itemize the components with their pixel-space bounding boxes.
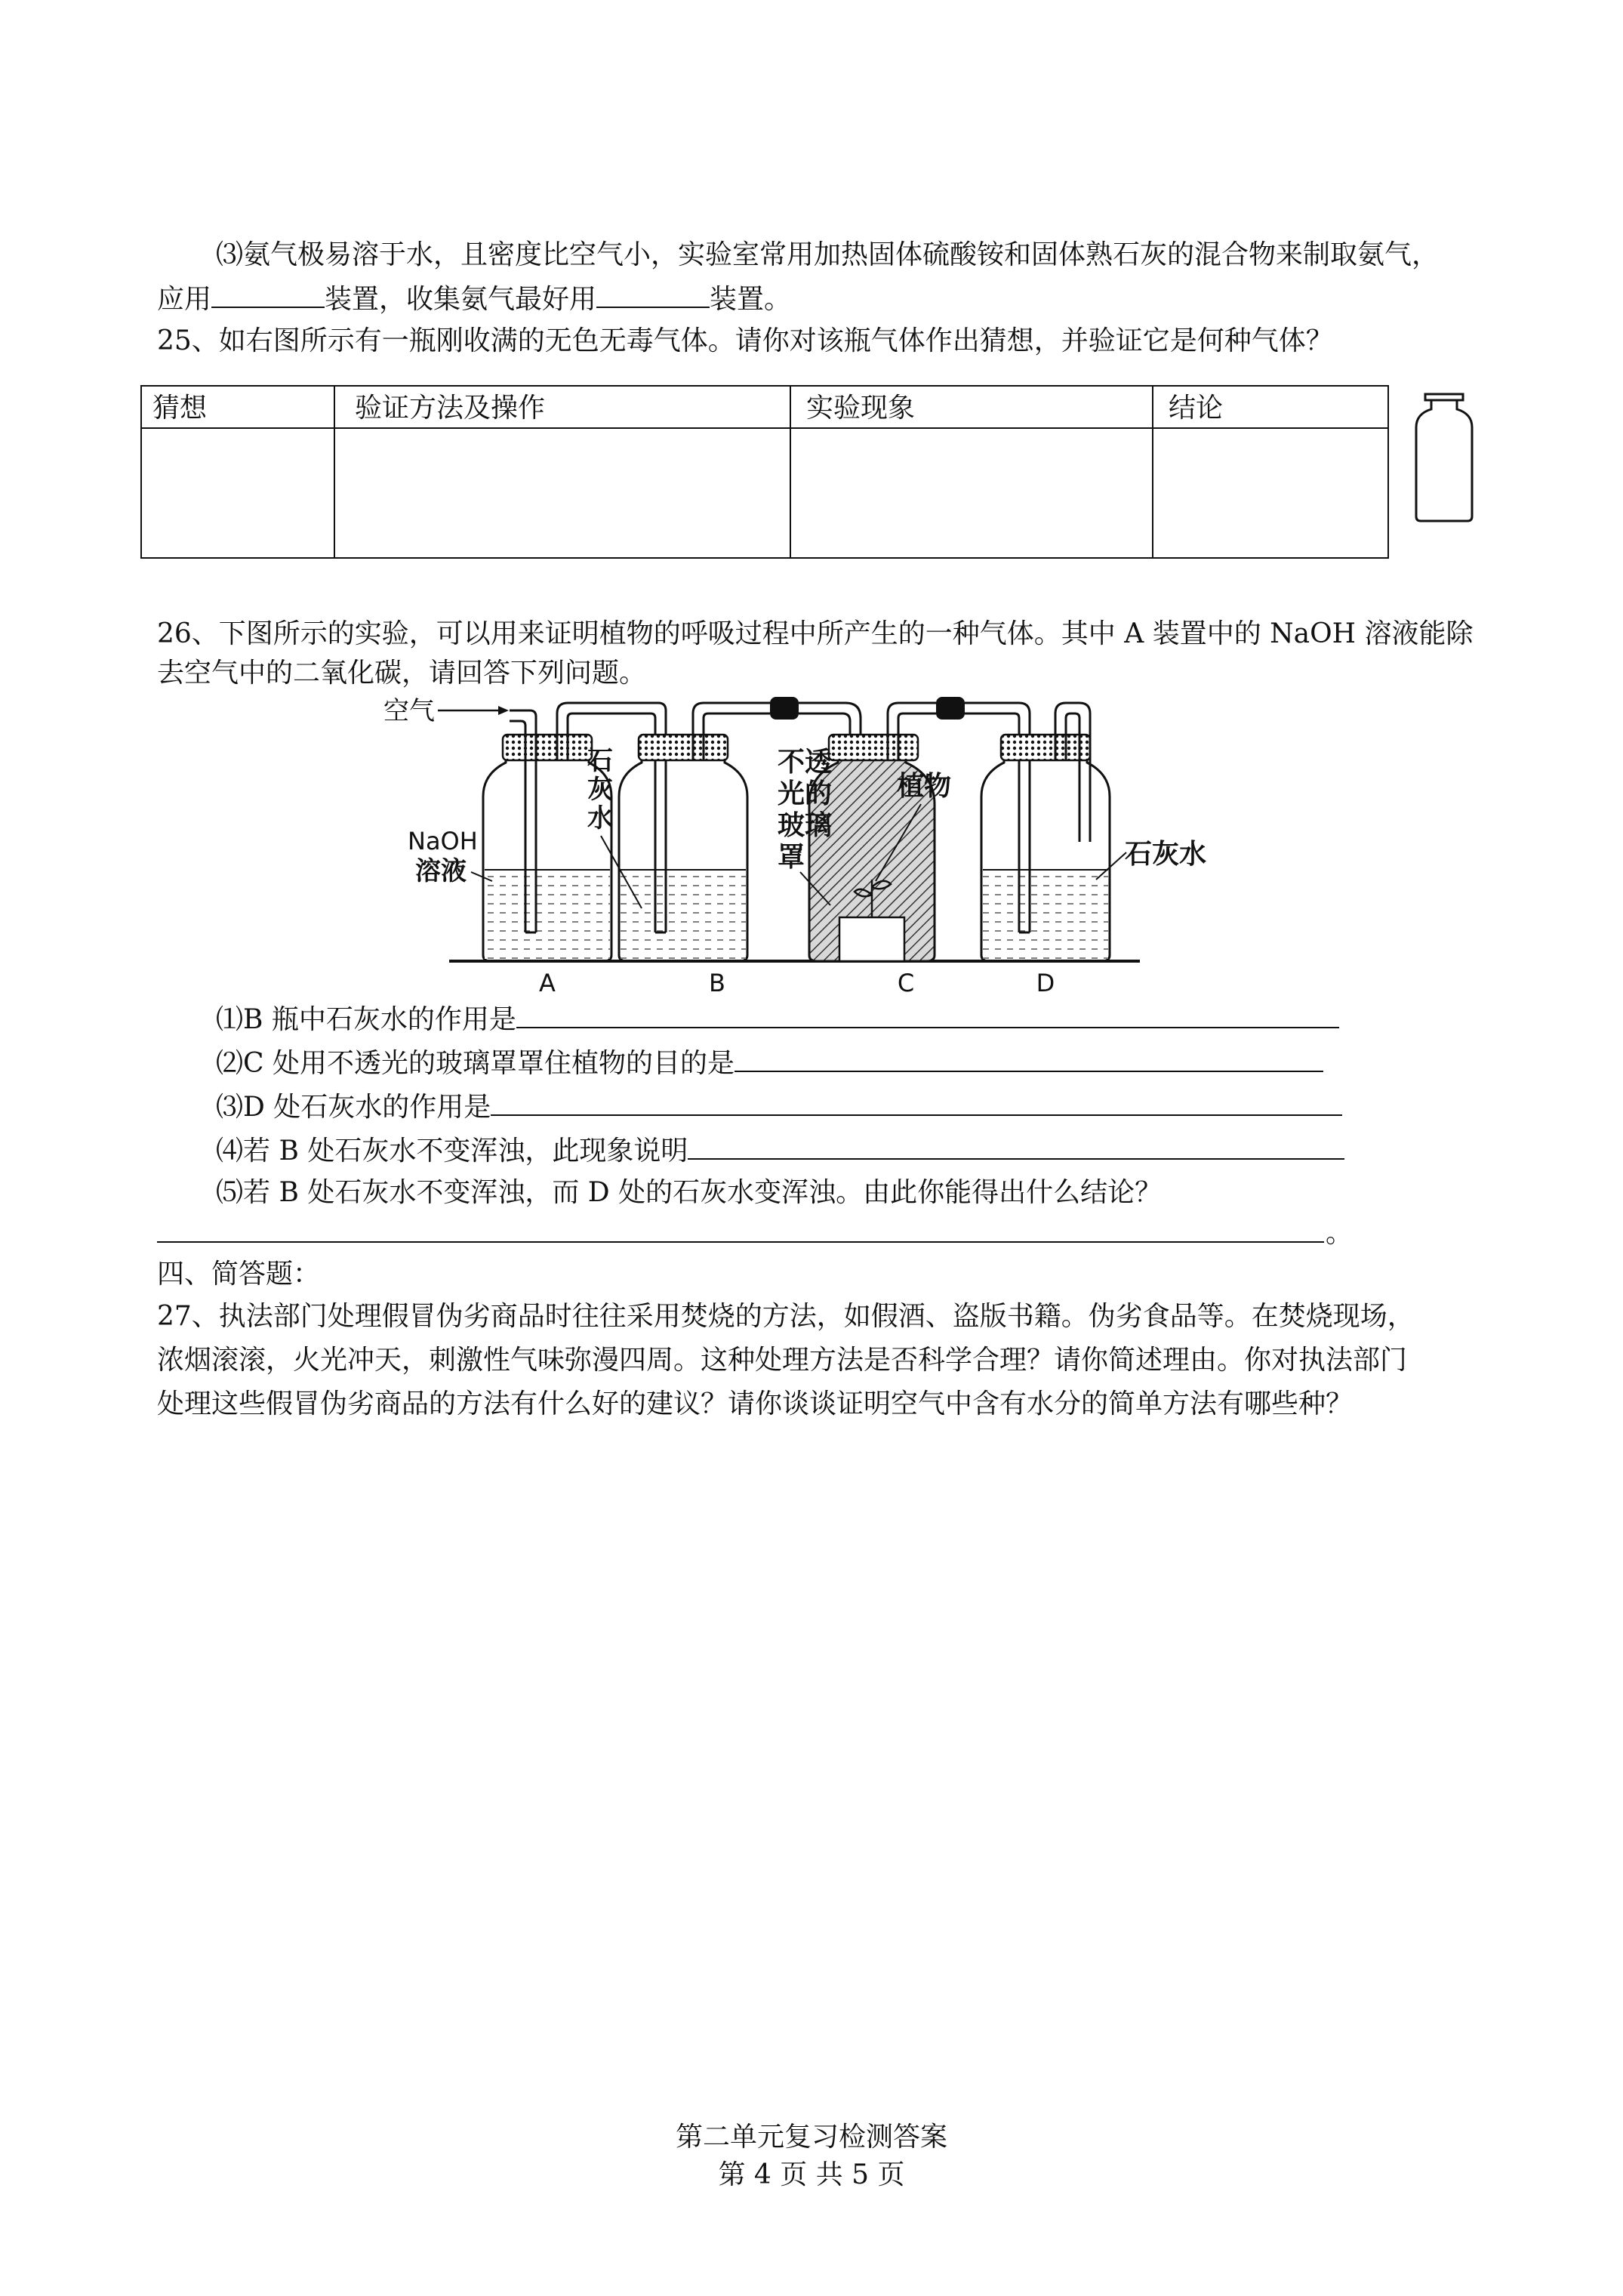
answer-blank[interactable] — [735, 1045, 1323, 1072]
cover-label-3: 玻璃 — [778, 810, 833, 841]
table-header-phenomenon: 实验现象 — [790, 386, 1153, 428]
section4-heading: 四、简答题： — [157, 1259, 321, 1290]
answer-blank[interactable] — [157, 1241, 1324, 1243]
table-cell-method[interactable] — [334, 428, 790, 558]
bottle-label-c: C — [897, 969, 915, 993]
table-cell-phenomenon[interactable] — [790, 428, 1153, 558]
q24-3-part2: 装置，收集氨气最好用 — [325, 284, 597, 315]
solution-label: 溶液 — [415, 856, 467, 886]
q25-question: 25、如右图所示有一瓶刚收满的无色无毒气体。请你对该瓶气体作出猜想，并验证它是何种气体？ — [157, 325, 1333, 356]
naoh-label: NaOH — [408, 827, 478, 855]
bottle-label-b: B — [709, 969, 725, 993]
q26-sub5: ⑸若 B 处石灰水不变浑浊，而 D 处的石灰水变浑浊。由此你能得出什么结论？ — [216, 1177, 1163, 1208]
answer-blank[interactable] — [491, 1089, 1342, 1116]
q26-sub3-text: ⑶D 处石灰水的作用是 — [216, 1092, 491, 1123]
bottle-b — [619, 703, 770, 961]
q27-line2: 浓烟滚滚，火光冲天，刺激性气味弥漫四周。这种处理方法是否科学合理？请你简述理由。你对执法部门 — [157, 1345, 1408, 1376]
air-label: 空气 — [383, 696, 435, 726]
footer-title: 第二单元复习检测答案 — [675, 2122, 947, 2153]
q26-sub3 — [216, 1089, 1342, 1124]
table-header-method: 验证方法及操作 — [334, 386, 790, 428]
q26-sub4-text: ⑷若 B 处石灰水不变浑浊，此现象说明 — [216, 1136, 688, 1166]
limewater-b-label-3: 水 — [587, 803, 613, 834]
table-cell-guess[interactable] — [141, 428, 334, 558]
rubber-joint — [936, 697, 965, 720]
q24-3-part1: 应用 — [157, 284, 212, 315]
plant-label: 植物 — [897, 771, 952, 802]
q26-sub4 — [216, 1133, 1344, 1168]
air-arrow-head — [498, 706, 509, 715]
q26-sub2-text: ⑵C 处用不透光的玻璃罩罩住植物的目的是 — [216, 1048, 735, 1079]
cover-label-1: 不透 — [778, 747, 833, 778]
answer-blank[interactable] — [516, 1001, 1339, 1028]
q27-line3: 处理这些假冒伪劣商品的方法有什么好的建议？请你谈谈证明空气中含有水分的简单方法有哪些种？ — [157, 1388, 1354, 1419]
cover-label-2: 光的 — [778, 778, 833, 809]
table-cell-conclusion[interactable] — [1153, 428, 1388, 558]
answer-blank[interactable] — [688, 1133, 1344, 1160]
guess-table — [140, 385, 1389, 559]
rubber-joint — [770, 697, 799, 720]
table-header-guess: 猜想 — [141, 386, 334, 428]
bottle-d — [981, 703, 1110, 961]
answer-blank[interactable] — [211, 281, 325, 308]
bottle-label-a: A — [539, 969, 556, 993]
q27-line1: 27、执法部门处理假冒伪劣商品时往往采用焚烧的方法，如假酒、盗版书籍。伪劣食品等。在焚烧现场， — [157, 1301, 1415, 1332]
apparatus-diagram — [377, 691, 1268, 993]
q24-3-part3: 装置。 — [710, 284, 792, 315]
q26-line2: 去空气中的二氧化碳，请回答下列问题。 — [157, 658, 647, 689]
q26-sub1-text: ⑴B 瓶中石灰水的作用是 — [216, 1004, 516, 1035]
q24-3-line2 — [157, 281, 791, 316]
q24-3-line1: ⑶氨气极易溶于水，且密度比空气小，实验室常用加热固体硫酸铵和固体熟石灰的混合物来制取氨气， — [216, 239, 1440, 270]
limewater-b-label-1: 石 — [587, 746, 613, 776]
table-header-conclusion: 结论 — [1153, 386, 1388, 428]
bottle-label-d: D — [1036, 969, 1055, 993]
end-mark: 。 — [1326, 1218, 1354, 1249]
answer-blank[interactable] — [596, 281, 710, 308]
footer-page: 第 4 页 共 5 页 — [718, 2159, 905, 2190]
cover-label-4: 罩 — [778, 842, 805, 873]
limewater-b-label-2: 灰 — [587, 775, 613, 805]
gas-bottle-icon — [1410, 391, 1478, 527]
q26-sub1 — [216, 1001, 1339, 1037]
q26-line1: 26、下图所示的实验，可以用来证明植物的呼吸过程中所产生的一种气体。其中 A 装置中的 NaOH 溶液能除 — [157, 618, 1474, 649]
limewater-d-label: 石灰水 — [1125, 839, 1207, 870]
q26-sub2 — [216, 1045, 1323, 1080]
